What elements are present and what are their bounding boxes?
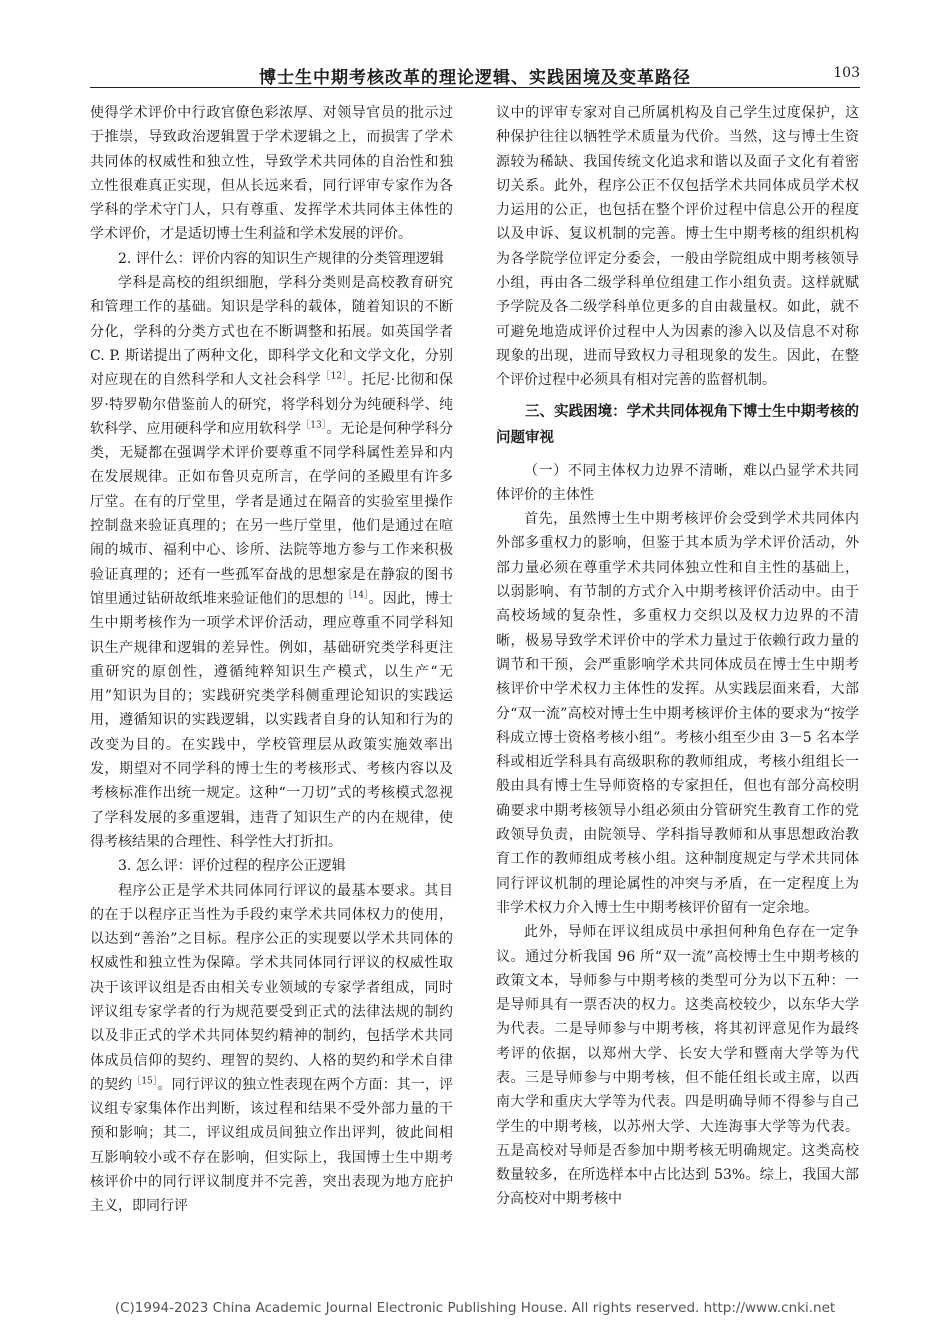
page-number: 103 (833, 65, 860, 81)
paragraph (90, 879, 453, 1219)
right-column (496, 101, 859, 1212)
page-header (90, 55, 860, 88)
copyright-footer: (C)1994-2023 China Academic Journal Electronic Publishing House. All rights reserved. http://www.cnki.net (114, 1300, 836, 1316)
citation-ref: ［14］ (343, 590, 369, 601)
text-run: 。同行评议的独立性表现在两个方面：其一，评议组专家集体作出判断，该过程和结果不受外部力量的干预和影响；其二，评议组成员间独立作出评判，彼此间相互影响较小或不存在影响，但实际上，我国博士生中期考核评价中的同行评议制度并不完善，突出表现为地方庇护主义，即同行评 (90, 1076, 454, 1215)
citation-ref: ［13］ (301, 420, 327, 431)
text-run: 。无论是何种学科分类，无疑都在强调学术评价要尊重不同学科属性差异和内在发展规律。正如布鲁贝克所言，在学问的圣殿里有许多厅堂。在有的厅堂里，学者是通过在隔音的实验室里操作控制盘来验证真理的；在另一些厅堂里，他们是通过在喧闹的城市、福利中心、诊所、法院等地方参与工作来积极验证真理的；还有一些孤军奋战的思想家是在静寂的图书馆里通过钻研故纸堆来验证他们的思想的 (90, 420, 454, 607)
left-column (90, 101, 453, 1219)
paragraph: 议中的评审专家对自己所属机构及自己学生过度保护，这种保护往往以牺牲学术质量为代价。当然，这与博士生资源较为稀缺、我国传统文化追求和谐以及面子文化有着密切关系。此外，程序公正不仅包括学术共同体成员学术权力运用的公正，也包括在整个评价过程中信息公开的程度以及申诉、复议机制的完善。博士生中期考核的组织机构为各学院学位评定分委会，一般由学院组成中期考核领导小组，再由各二级学科单位组建工作小组负责。这样就赋予学院及各二级学科单位更多的自由裁量权。如此，就不可避免地造成评价过程中人为因素的渗入以及信息不对称现象的出现，进而导致权力寻租现象的发生。因此，在整个评价过程中必须具有相对完善的监督机制。 (496, 105, 859, 389)
paragraph: 此外，导师在评议组成员中承担何种角色存在一定争议。通过分析我国 96 所“双一流”高校博士生中期考核的政策文本，导师参与中期考核的类型可分为以下五种：一是导师具有一票否决的权力。这类高校较少，以东华大学为代表。二是导师参与中期考核，将其初评意见作为最终考评的依据，以郑州大学、长安大学和暨南大学等为代表。三是导师参与中期考核，但不能任组长或主席，以西南大学和重庆大学等为代表。四是明确导师不得参与自己学生的中期考核，以苏州大学、大连海事大学等为代表。五是高校对导师是否参加中期考核无明确规定。这类高校数量较多，在所选样本中占比达到 53%。综上，我国大部分高校对中期考核中 (496, 924, 859, 1208)
text-run: 程序公正是学术共同体同行评议的最基本要求。其目的在于以程序正当性为手段约束学术共同体权力的使用，以达到“善治”之目标。程序公正的实现要以学术共同体的权威性和独立性为保障。学术共同体同行评议的权威性取决于该评议组是否由相关专业领域的专家学者组成，同时评议组专家学者的行为规范要受到正式的法律法规的制约以及非正式的学术共同体契约精神的制约，包括学术共同体成员信仰的契约、理智的契约、人格的契约和学术自律的契约 (90, 882, 453, 1093)
subsection-heading: 2. 评什么：评价内容的知识生产规律的分类管理逻辑 (118, 250, 444, 267)
section-heading: 三、实践困境：学术共同体视角下博士生中期考核的问题审视 (496, 403, 859, 446)
paragraph (90, 271, 453, 854)
paragraph: 使得学术评价中行政官僚色彩浓厚、对领导官员的批示过于推崇，导致政治逻辑置于学术逻辑之上，而损害了学术共同体的权威性和独立性，导致学术共同体的自治性和独立性很难真正实现，但从长远来看，同行评审专家作为各学科的学术守门人，只有尊重、发挥学术共同体主体性的学术评价，才是适切博士生利益和学术发展的评价。 (90, 105, 453, 243)
text-run: 。托尼·比彻和保罗·特罗勒尔借鉴前人的研究，将学科划分为纯硬科学、纯软科学、应用硬科学和应用软科学 (90, 372, 454, 437)
citation-ref: ［12］ (321, 371, 348, 382)
citation-ref: ［15］ (132, 1076, 158, 1087)
subsection-heading: （一）不同主体权力边界不清晰，难以凸显学术共同体评价的主体性 (496, 462, 859, 503)
subsection-heading: 3. 怎么评：评价过程的程序公正逻辑 (118, 858, 346, 875)
paragraph: 首先，虽然博士生中期考核评价会受到学术共同体内外部多重权力的影响，但鉴于其本质为学术评价活动，外部力量必须在尊重学术共同体独立性和自主性的基础上，以弱影响、有节制的方式介入中期考核评价活动中。由于高校场域的复杂性，多重权力交织以及权力边界的不清晰，极易导致学术评价中的学术力量过于依赖行政力量的调节和干预，会严重影响学术共同体成员在博士生中期考核评价中学术权力主体性的发挥。从实践层面来看，大部分“双一流”高校对博士生中期考核评价主体的要求为“按学科成立博士资格考核小组”。考核小组至少由 3－5 名本学科或相近学科具有高级职称的教师组成，考核小组组长一般由具有博士生导师资格的专家担任，但也有部分高校明确要求中期考核领导小组必须由分管研究生教育工作的党政领导负责，由院领导、学科指导教师和从事思想政治教育工作的教师组成考核小组。这种制度规定与学术共同体同行评议机制的理论属性的冲突与矛盾，在一定程度上为非学术权力介入博士生中期考核评价留有一定余地。 (496, 511, 859, 916)
text-run: 学科是高校的组织细胞，学科分类则是高校教育研究和管理工作的基础。知识是学科的载体，随着知识的不断分化，学科的分类方式也在不断调整和拓展。如英国学者 C. P. 斯诺提出了两种文化，即科学文化和文学文化，分别对应现在的自然科学和人文社会科学 (90, 275, 453, 389)
running-title: 博士生中期考核改革的理论逻辑、实践困境及变革路径 (259, 68, 691, 88)
text-run: 。因此，博士生中期考核作为一项学术评价活动，理应尊重不同学科知识生产规律和逻辑的差异性。例如，基础研究类学科更注重研究的原创性，遵循纯粹知识生产模式，以生产“无用”知识为目的；实践研究类学科侧重理论知识的实践运用，遵循知识的实践逻辑，以实践者自身的认知和行为的改变为目的。在实践中，学校管理层从政策实施效率出发，期望对不同学科的博士生的考核形式、考核内容以及考核标准作出统一规定。这种“一刀切”式的考核模式忽视了学科发展的多重逻辑，违背了知识生产的内在规律，使得考核结果的合理性、科学性大打折扣。 (90, 590, 454, 850)
